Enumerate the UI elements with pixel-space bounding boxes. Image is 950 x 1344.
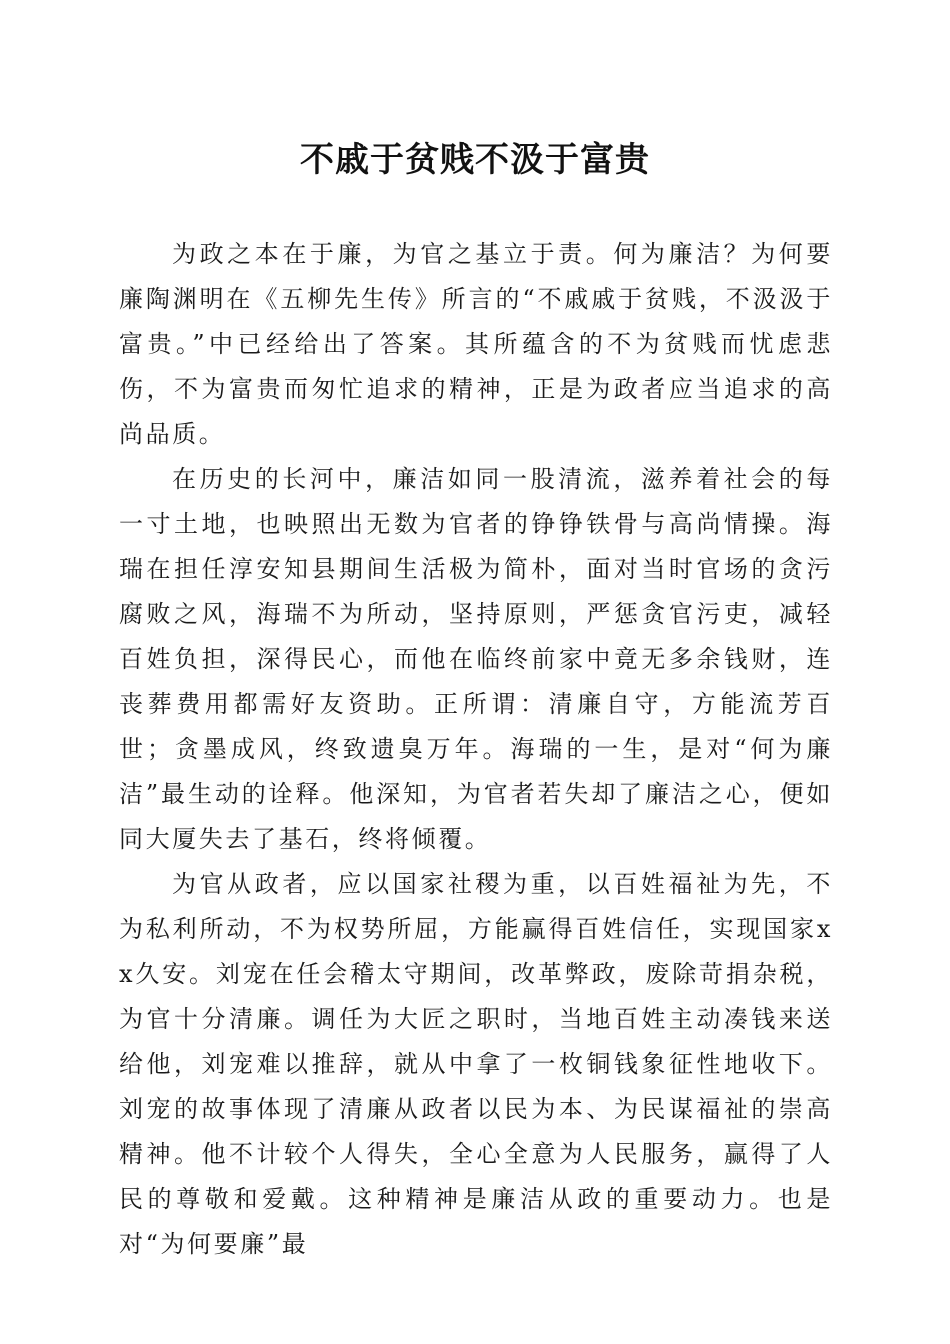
paragraph-1: 为政之本在于廉，为官之基立于责。何为廉洁？为何要廉陶渊明在《五柳先生传》所言的“不戚戚于贫贱，不汲汲于富贵。”中已经给出了答案。其所蕴含的不为贫贱而忧虑悲伤，不为富贵而匆忙追求的精神，正是为政者应当追求的高尚品质。 <box>119 240 833 448</box>
paragraph-2: 在历史的长河中，廉洁如同一股清流，滋养着社会的每一寸土地，也映照出无数为官者的铮铮铁骨与高尚情操。海瑞在担任淳安知县期间生活极为简朴，面对当时官场的贪污腐败之风，海瑞不为所动，坚持原则，严惩贪官污吏，减轻百姓负担，深得民心，而他在临终前家中竟无多余钱财，连丧葬费用都需好友资助。正所谓：清廉自守，方能流芳百世；贪墨成风，终致遗臭万年。海瑞的一生，是对“何为廉洁”最生动的诠释。他深知，为官者若失却了廉洁之心，便如同大厦失去了基石，终将倾覆。 <box>119 465 833 853</box>
document-title: 不戚于贫贱不汲于富贵 <box>300 140 650 180</box>
paragraph-3: 为官从政者，应以国家社稷为重，以百姓福祉为先，不为私利所动，不为权势所屈，方能赢得百姓信任，实现国家xx久安。刘宠在任会稽太守期间，改革弊政，废除苛捐杂税，为官十分清廉。调任为大匠之职时，当地百姓主动凑钱来送给他，刘宠难以推辞，就从中拿了一枚铜钱象征性地收下。刘宠的故事体现了清廉从政者以民为本、为民谋福祉的崇高精神。他不计较个人得失，全心全意为人民服务，赢得了人民的尊敬和爱戴。这种精神是廉洁从政的重要动力。也是对“为何要廉”最 <box>119 870 833 1258</box>
document-body <box>119 232 833 1267</box>
